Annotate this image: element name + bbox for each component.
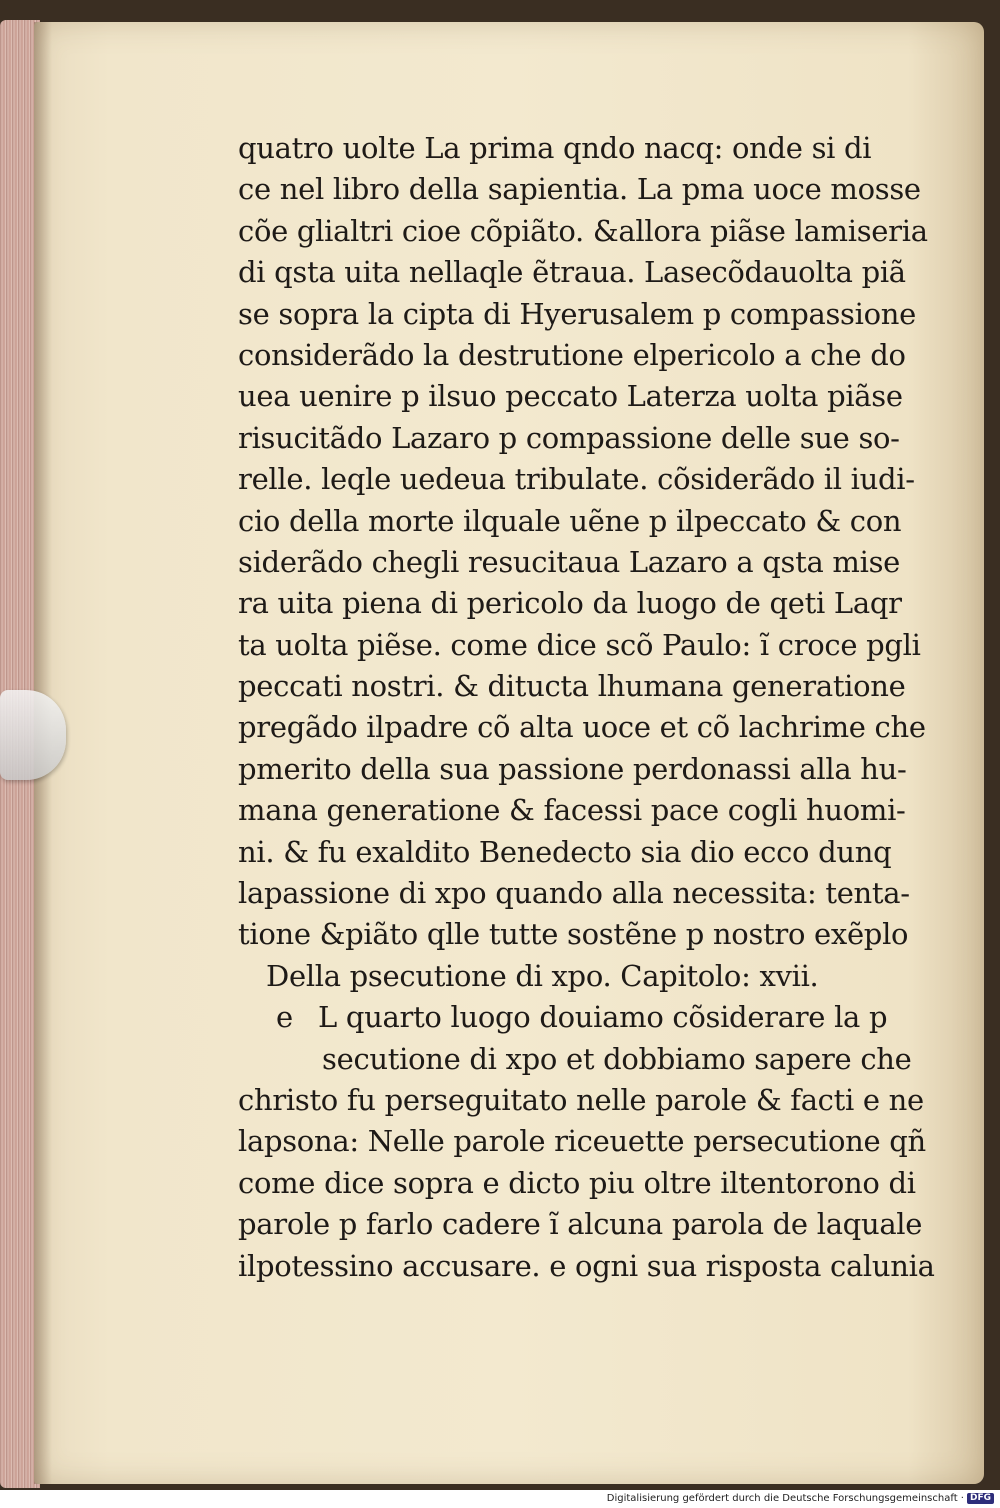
text-line: tione &piãto qlle tutte sostẽne p nostro exẽplo [238,917,909,952]
text-line: quatro uolte La prima qndo nacq: onde si di [238,131,872,165]
text-line: L quarto luogo douiamo cõsiderare la p [318,1000,888,1035]
initial-letter: e [276,1000,293,1035]
footer [607,1493,994,1504]
text-line: ta uolta piẽse. come dice scõ Paulo: ĩ croce pgli [238,627,921,662]
text-line: cõe glialtri cioe cõpiãto. &allora piãse lamiseria [238,213,928,248]
dfg-logo: DFG [967,1493,994,1504]
text-line: ilpotessino accusare. e ogni sua risposta calunia [238,1248,935,1283]
text-line: peccati nostri. & ditucta lhumana generatione [238,669,906,704]
text-line: come dice sopra e dicto piu oltre iltentorono di [238,1165,916,1200]
text-line: ni. & fu exaldito Benedecto sia dio ecco dunq [238,834,892,869]
chapter-heading: Della psecutione di xpo. Capitolo: xvii. [266,958,819,993]
text-line: ce nel libro della sapientia. La pma uoce mosse [238,172,921,207]
text-line: risucitãdo Lazaro p compassione delle sue so- [238,420,900,455]
text-line: considerãdo la destrutione elpericolo a che do [238,337,906,372]
text-line: siderãdo chegli resucitaua Lazaro a qsta mise [238,544,901,579]
page-text [238,128,935,1287]
text-line: christo fu perseguitato nelle parole & facti e ne [238,1082,924,1117]
text-line: uea uenire p ilsuo peccato Laterza uolta piãse [238,379,903,414]
paragraph-first-line [238,997,888,1038]
text-line: pregãdo ilpadre cõ alta uoce et cõ lachrime che [238,710,926,745]
text-line: secutione di xpo et dobbiamo sapere che [322,1041,912,1076]
text-line: cio della morte ilquale uẽne p ilpeccato & con [238,503,902,538]
text-line: di qsta uita nellaqle ẽtraua. Lasecõdauolta piã [238,255,906,290]
text-line: relle. leqle uedeua tribulate. cõsiderãdo il iudi- [238,462,915,497]
text-line: ra uita piena di pericolo da luogo de qeti Laqr [238,586,902,621]
text-line: se sopra la cipta di Hyerusalem p compassione [238,296,916,331]
text-line: parole p farlo cadere ĩ alcuna parola de laquale [238,1207,923,1242]
text-line: lapassione di xpo quando alla necessita: tenta- [238,876,910,911]
footer-credit: Digitalisierung gefördert durch die Deutsche Forschungsgemeinschaft · [606,1493,964,1504]
text-line: pmerito della sua passione perdonassi alla hu- [238,751,907,786]
text-line: mana generatione & facessi pace cogli huomi- [238,793,906,828]
text-line: lapsona: Nelle parole riceuette persecutione qñ [238,1124,926,1159]
